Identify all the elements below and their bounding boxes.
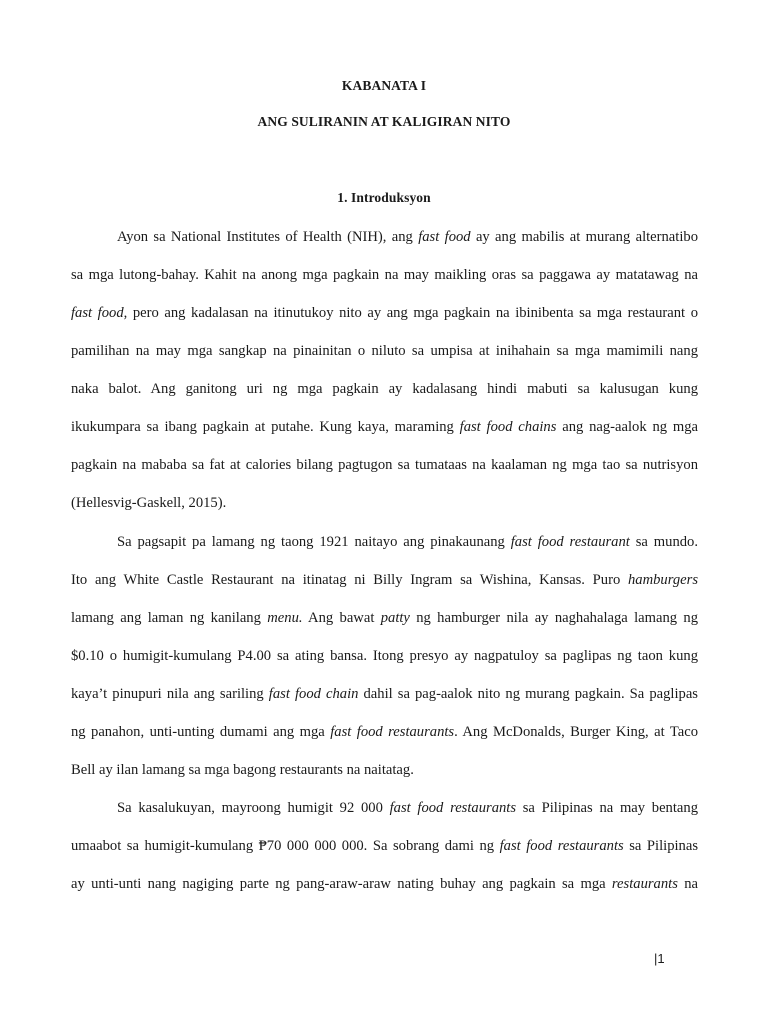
text-run: dahil sa pag-aalok nito ng murang pagkain. Sa paglipas (358, 686, 698, 702)
italic-term: fast food (71, 305, 124, 321)
text-run: umaabot sa humigit-kumulang ₱70 000 000 000. Sa sobrang dami ng (71, 838, 500, 854)
text-run: Sa pagsapit pa lamang ng taong 1921 naitayo ang pinakaunang (117, 534, 511, 550)
text-run: Sa kasalukuyan, mayroong humigit 92 000 (117, 800, 390, 816)
text-line (117, 532, 698, 552)
text-run: ikukumpara sa ibang pagkain at putahe. Kung kaya, maraming (71, 419, 460, 435)
section-heading: 1. Introduksyon (337, 190, 431, 205)
text-line (71, 570, 698, 590)
text-run: lamang ang laman ng kanilang (71, 610, 268, 626)
text-run: (Hellesvig-Gaskell, 2015). (71, 495, 227, 511)
text-run: Bell ay ilan lamang sa mga bagong restaurants na naitatag. (71, 762, 414, 778)
text-line (71, 379, 698, 399)
chapter-title: ANG SULIRANIN AT KALIGIRAN NITO (257, 114, 511, 129)
text-run: Ito ang White Castle Restaurant na itinatag ni Billy Ingram sa Wishina, Kansas. Puro (71, 572, 628, 588)
text-line (117, 798, 698, 818)
text-line (71, 493, 698, 513)
text-line (117, 227, 698, 247)
italic-term: fast food restaurants (330, 724, 455, 740)
text-run: , pero ang kadalasan na itinutukoy nito ay ang mga pagkain na ibinibenta sa mga restaurant o (123, 305, 698, 321)
italic-term: fast food chains (459, 419, 557, 435)
italic-term: hamburgers (628, 572, 698, 588)
text-line (71, 455, 698, 475)
italic-term: fast food restaurants (389, 800, 517, 816)
text-line (71, 341, 698, 361)
text-run: sa mga lutong-bahay. Kahit na anong mga pagkain na may maikling oras sa paggawa ay matatawag na (71, 267, 698, 283)
text-run: . Ang McDonalds, Burger King, at Taco (454, 724, 698, 740)
italic-term: patty (380, 610, 410, 626)
text-run: sa Pilipinas na may bentang (516, 800, 698, 816)
text-run: ng hamburger nila ay naghahalaga lamang ng (409, 610, 698, 626)
text-run: $0.10 o humigit-kumulang P4.00 sa ating bansa. Itong presyo ay nagpatuloy sa paglipas ng taon kung (71, 648, 698, 664)
text-line (71, 760, 698, 780)
text-run: pamilihan na may mga sangkap na pinainitan o niluto sa umpisa at inihahain sa mga mamimili nang (71, 343, 698, 359)
italic-term: fast food (418, 229, 471, 245)
text-run: ang nag-aalok ng mga (556, 419, 698, 435)
text-line (71, 303, 698, 323)
italic-term: fast food chain (268, 686, 359, 702)
chapter-heading: KABANATA I (341, 78, 427, 93)
text-run: sa mundo. (629, 534, 698, 550)
text-run: ng panahon, unti-unting dumami ang mga (71, 724, 331, 740)
italic-term: fast food restaurants (499, 838, 624, 854)
text-line (71, 874, 698, 894)
text-run: na (677, 876, 698, 892)
text-run: ay ang mabilis at murang alternatibo (470, 229, 698, 245)
text-run: sa Pilipinas (623, 838, 698, 854)
text-line (71, 836, 698, 856)
text-run: Ang bawat (302, 610, 381, 626)
text-run: kaya’t pinupuri nila ang sariling (71, 686, 269, 702)
text-run: ay unti-unti nang nagiging parte ng pang-araw-araw nating buhay ang pagkain sa mga (71, 876, 612, 892)
italic-term: menu. (267, 610, 303, 626)
text-run: naka balot. Ang ganitong uri ng mga pagkain ay kadalasang hindi mabuti sa kalusugan kung (71, 381, 698, 397)
text-run: pagkain na mababa sa fat at calories bilang pagtugon sa tumataas na kaalaman ng mga tao sa nutrisyon (71, 457, 698, 473)
text-line (71, 608, 698, 628)
text-line (71, 417, 698, 437)
italic-term: restaurants (611, 876, 678, 892)
text-line (71, 722, 698, 742)
text-line (71, 646, 698, 666)
text-run: Ayon sa National Institutes of Health (NIH), ang (117, 229, 419, 245)
text-line (71, 265, 698, 285)
page-number: |1 (654, 951, 665, 966)
text-line (71, 684, 698, 704)
italic-term: fast food restaurant (510, 534, 630, 550)
